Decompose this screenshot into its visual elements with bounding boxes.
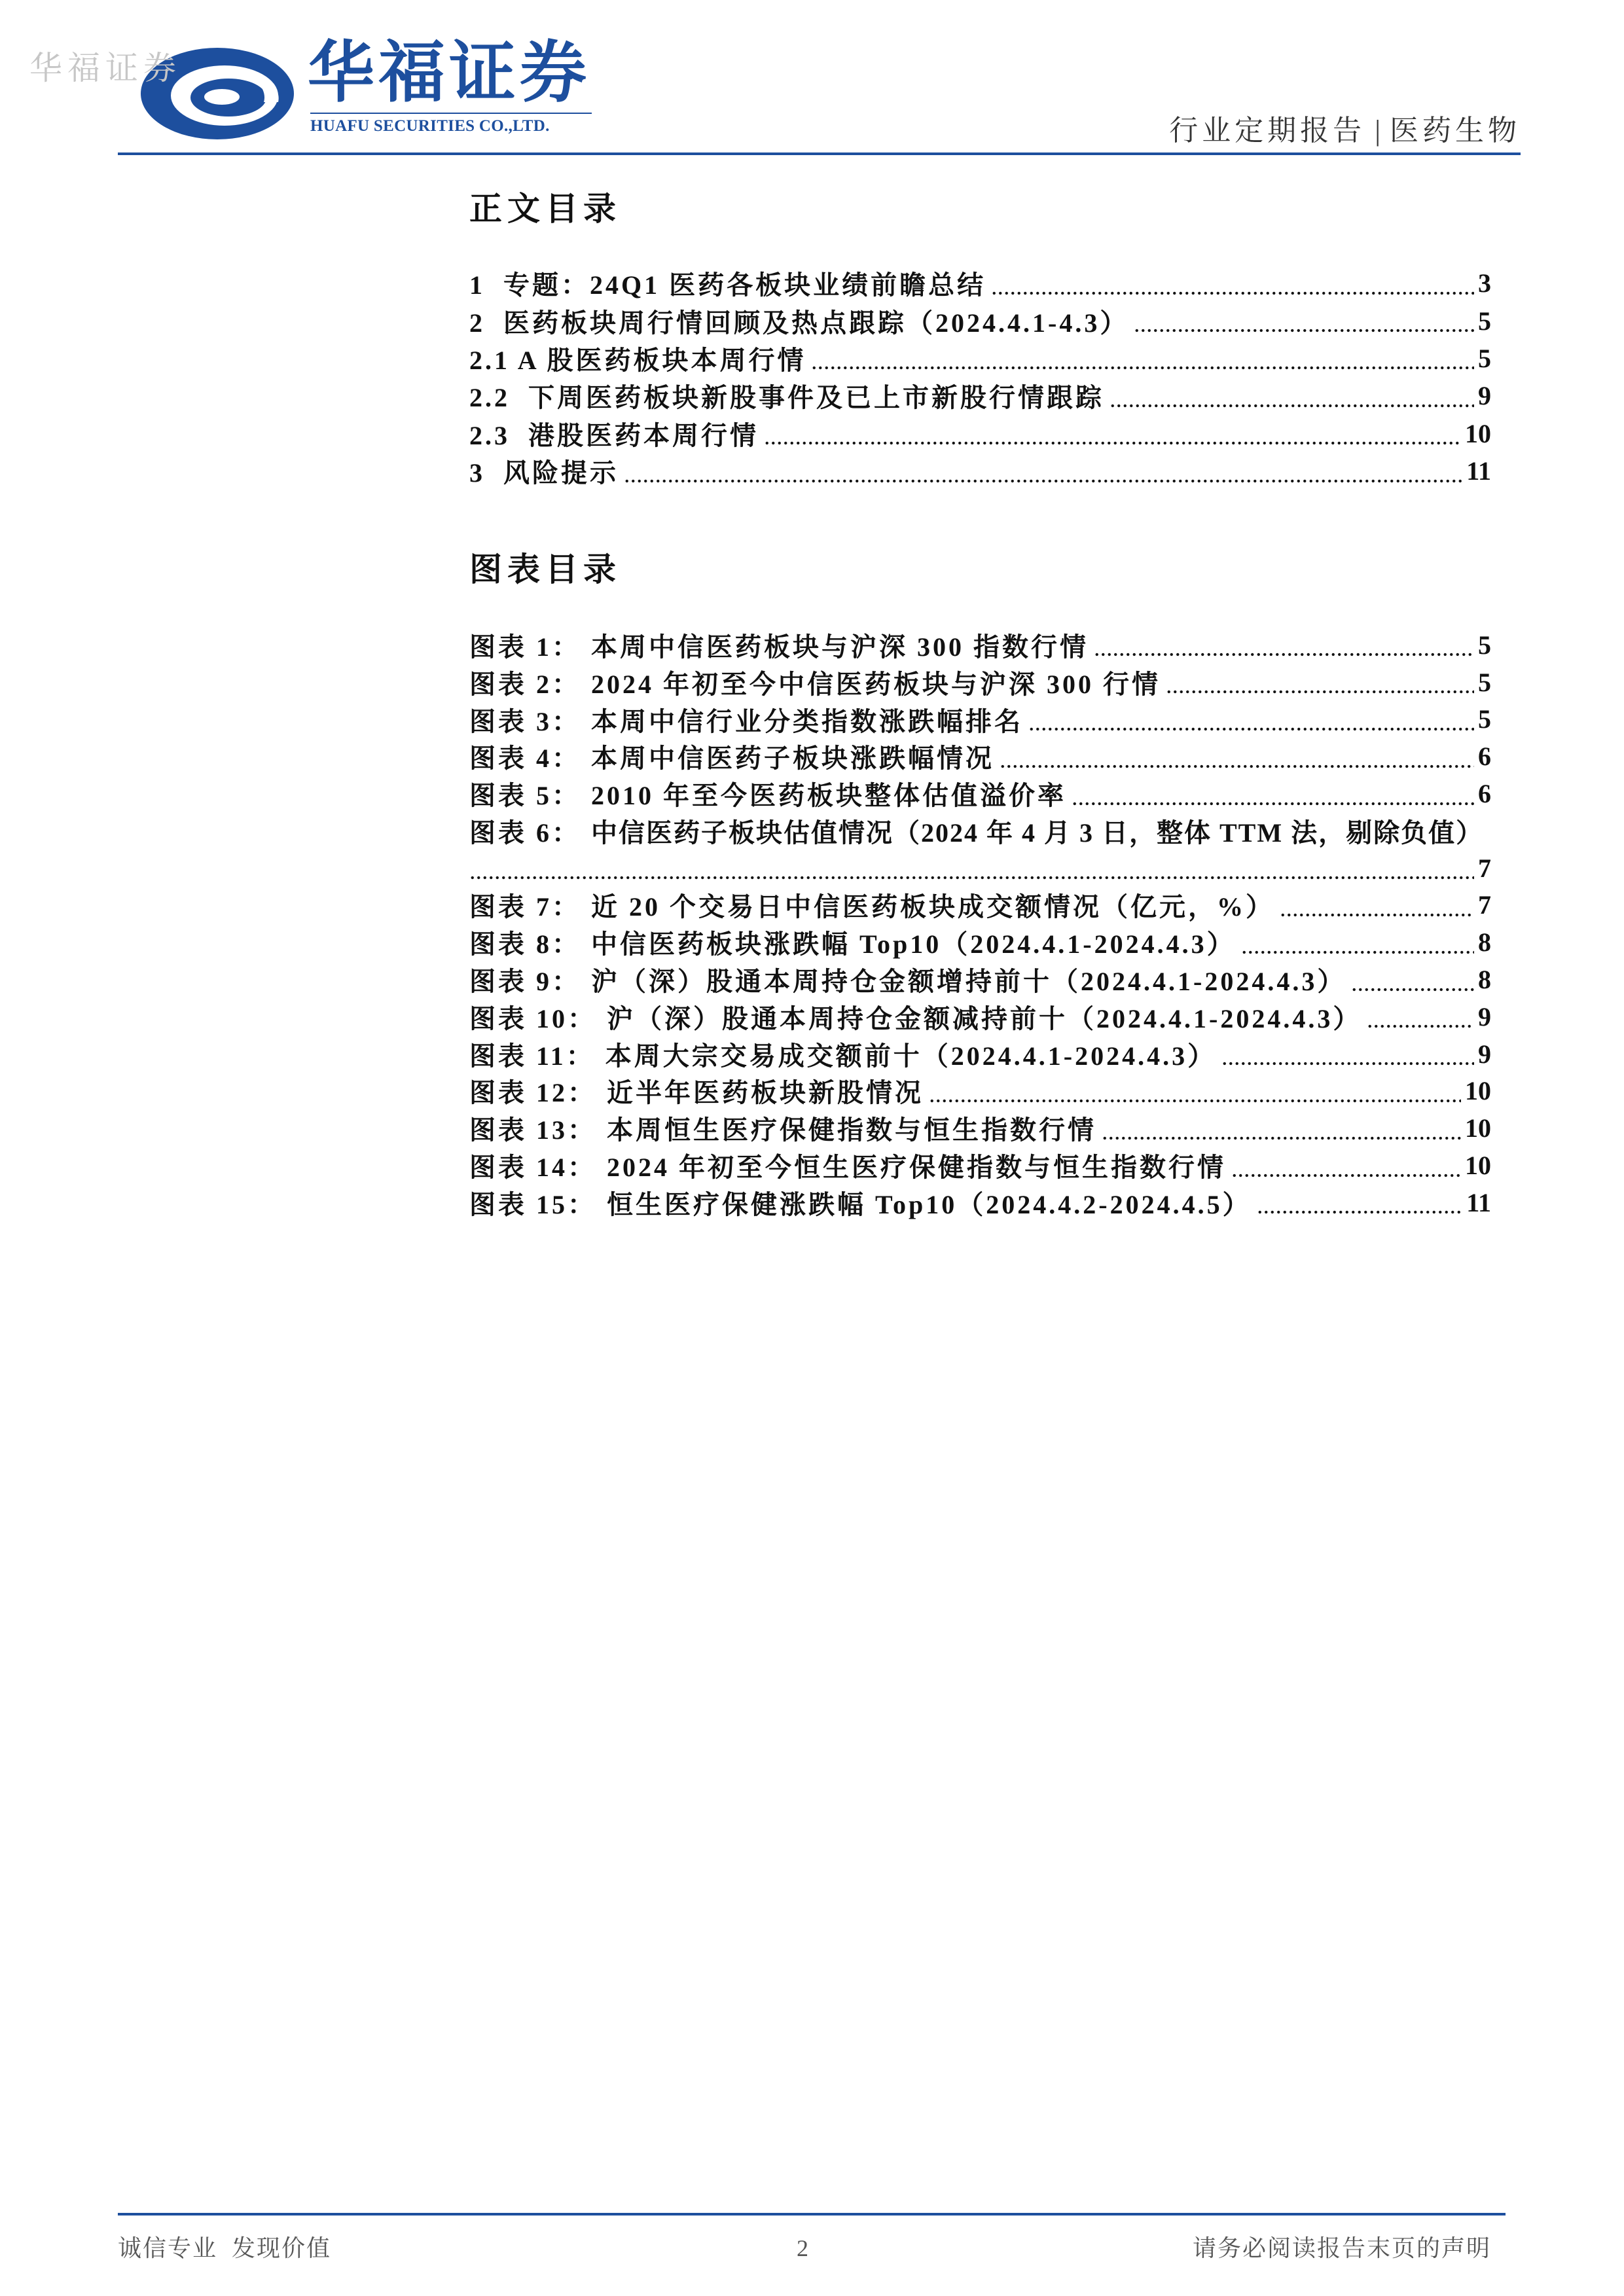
figure-entry[interactable] — [469, 998, 1491, 1035]
toc-entry[interactable] — [469, 452, 1491, 490]
figure-entry-page: 10 — [1465, 1076, 1491, 1106]
figure-entry-title: 本周恒生医疗保健指数与恒生指数行情 — [607, 1115, 1096, 1145]
dot-leader — [1280, 893, 1474, 917]
figure-entry-continuation[interactable] — [469, 850, 1491, 887]
toc-entry-label: 2.3 港股医药本周行情 — [469, 420, 759, 450]
dot-leader — [991, 272, 1474, 295]
figure-entry-page: 5 — [1478, 630, 1491, 660]
figure-entry-title: 近半年医药板块新股情况 — [607, 1078, 924, 1108]
dot-leader — [811, 346, 1474, 370]
figure-entry[interactable] — [469, 1109, 1491, 1147]
figure-entry-page: 9 — [1478, 1039, 1491, 1069]
toc-entry[interactable] — [469, 302, 1491, 339]
figure-entry-label: 图表 2： — [469, 669, 581, 699]
figure-entry[interactable] — [469, 961, 1491, 998]
figure-entry-page: 10 — [1465, 1151, 1491, 1181]
figure-entry-title: 本周中信医药板块与沪深 300 指数行情 — [591, 632, 1089, 662]
figure-entry-page: 9 — [1478, 1001, 1491, 1031]
figure-entry[interactable] — [469, 626, 1491, 664]
figure-entry-title: 沪（深）股通本周持仓金额增持前十（2024.4.1-2024.4.3） — [591, 967, 1346, 997]
figure-entry[interactable] — [469, 924, 1491, 961]
dot-leader — [624, 459, 1462, 483]
figure-entry[interactable] — [469, 701, 1491, 738]
figure-entry-page: 8 — [1478, 965, 1491, 995]
figure-entry-title: 2010 年至今医药板块整体估值溢价率 — [591, 781, 1066, 811]
figure-entry-page: 5 — [1478, 704, 1491, 734]
footer-disclaimer-note: 请务必阅读报告末页的声明 — [1192, 2235, 1491, 2261]
toc-entry-label: 3 风险提示 — [469, 458, 619, 488]
figure-entry-label: 图表 11： — [469, 1041, 595, 1071]
figure-entry[interactable] — [469, 664, 1491, 701]
figures-list — [469, 626, 1491, 1221]
footer-slogan: 诚信专业 发现价值 — [118, 2235, 332, 2261]
figure-entry[interactable] — [469, 1073, 1491, 1110]
toc-list — [469, 264, 1491, 490]
figure-entry-title: 2024 年初至今中信医药板块与沪深 300 行情 — [591, 669, 1161, 699]
figure-entry[interactable] — [469, 738, 1491, 775]
dot-leader — [1134, 309, 1474, 332]
figure-entry[interactable] — [469, 1184, 1491, 1221]
dot-leader — [1231, 1154, 1461, 1177]
figure-entry[interactable] — [469, 1147, 1491, 1184]
figure-entry-label: 图表 3： — [469, 706, 581, 736]
figure-entry-title: 恒生医疗保健涨跌幅 Top10（2024.4.2-2024.4.5） — [607, 1189, 1252, 1219]
figure-entry-title: 中信医药板块涨跌幅 Top10（2024.4.1-2024.4.3） — [591, 929, 1236, 960]
logo-divider — [310, 113, 592, 114]
toc-entry-label: 1 专题：24Q1 医药各板块业绩前瞻总结 — [469, 270, 986, 300]
figure-entry-title: 本周中信行业分类指数涨跌幅排名 — [591, 706, 1023, 736]
figure-entry[interactable] — [469, 812, 1491, 850]
figure-entry[interactable] — [469, 1035, 1491, 1073]
figure-entry-label: 图表 8： — [469, 929, 581, 960]
figure-entry-page: 6 — [1478, 742, 1491, 772]
dot-leader — [1241, 931, 1474, 954]
figure-entry-label: 图表 5： — [469, 781, 581, 811]
dot-leader — [1351, 968, 1474, 992]
logo-company-name-en: HUAFU SECURITIES CO.,LTD. — [310, 117, 550, 135]
figure-entry-title: 本周中信医药子板块涨跌幅情况 — [591, 744, 994, 774]
dot-leader — [1166, 670, 1474, 694]
figure-entry-label: 图表 6： — [469, 817, 581, 848]
toc-entry-page: 10 — [1465, 418, 1491, 448]
dot-leader — [1257, 1191, 1463, 1214]
dot-leader — [1000, 745, 1474, 768]
figure-entry-label: 图表 15： — [469, 1189, 596, 1219]
toc-entry-label: 2.1 A 股医药板块本周行情 — [469, 345, 806, 375]
figure-entry-title: 本周大宗交易成交额前十（2024.4.1-2024.4.3） — [605, 1041, 1217, 1071]
toc-entry-page: 9 — [1478, 381, 1491, 411]
header-category — [1169, 113, 1521, 149]
figure-entry-title: 近 20 个交易日中信医药板块成交额情况（亿元，%） — [591, 892, 1274, 922]
toc-entry[interactable] — [469, 340, 1491, 377]
toc-entry-page: 5 — [1478, 343, 1491, 373]
dot-leader — [1028, 708, 1474, 731]
dot-leader — [929, 1079, 1461, 1103]
figure-entry-label: 图表 1： — [469, 632, 581, 662]
figure-entry-title: 中信医药子板块估值情况（2024 年 4 月 3 日，整体 TTM 法，剔除负值） — [591, 817, 1484, 848]
toc-entry[interactable] — [469, 415, 1491, 452]
dot-leader — [1102, 1117, 1461, 1140]
figure-entry-label: 图表 10： — [469, 1003, 596, 1033]
figure-entry-page: 10 — [1465, 1113, 1491, 1143]
toc-entry[interactable] — [469, 377, 1491, 414]
dot-leader — [1221, 1042, 1474, 1066]
logo-company-name: 华福证券 — [308, 37, 590, 111]
footer-divider — [118, 2213, 1506, 2215]
dot-leader — [469, 856, 1474, 880]
page-number: 2 — [797, 2235, 808, 2261]
dot-leader — [1110, 384, 1474, 408]
figure-entry-page: 7 — [1478, 890, 1491, 920]
figure-entry-page: 6 — [1478, 779, 1491, 809]
watermark: 华福证券 — [29, 49, 181, 87]
report-type: 行业定期报告 — [1169, 115, 1366, 147]
dot-leader — [764, 422, 1461, 445]
toc-entry-page: 3 — [1478, 268, 1491, 298]
toc-heading: 正文目录 — [469, 190, 621, 227]
industry-name: 医药生物 — [1390, 115, 1521, 147]
figure-entry-label: 图表 13： — [469, 1115, 596, 1145]
figure-entry[interactable] — [469, 775, 1491, 812]
figure-entry[interactable] — [469, 887, 1491, 924]
toc-entry-page: 5 — [1478, 306, 1491, 336]
toc-entry-page: 11 — [1466, 456, 1491, 486]
figure-entry-label: 图表 4： — [469, 744, 581, 774]
figure-entry-title: 沪（深）股通本周持仓金额减持前十（2024.4.1-2024.4.3） — [607, 1003, 1362, 1033]
figures-heading: 图表目录 — [469, 551, 621, 588]
figure-entry-title: 2024 年初至今恒生医疗保健指数与恒生指数行情 — [607, 1153, 1226, 1183]
figure-entry-label: 图表 12： — [469, 1078, 596, 1108]
figure-entry-page: 5 — [1478, 667, 1491, 697]
dot-leader — [1094, 633, 1474, 656]
dot-leader — [1072, 782, 1474, 806]
figure-entry-label: 图表 7： — [469, 892, 581, 922]
figure-entry-page: 11 — [1466, 1187, 1491, 1217]
toc-entry-label: 2 医药板块周行情回顾及热点跟踪（2024.4.1-4.3） — [469, 308, 1129, 338]
header-separator: | — [1375, 115, 1380, 147]
toc-entry-label: 2.2 下周医药板块新股事件及已上市新股行情跟踪 — [469, 383, 1104, 413]
toc-entry[interactable] — [469, 264, 1491, 302]
figure-entry-page: 8 — [1478, 927, 1491, 958]
figure-entry-page: 7 — [1478, 853, 1491, 883]
figure-entry-label: 图表 9： — [469, 967, 581, 997]
dot-leader — [1367, 1005, 1474, 1028]
header-divider — [118, 152, 1521, 155]
figure-entry-label: 图表 14： — [469, 1153, 596, 1183]
